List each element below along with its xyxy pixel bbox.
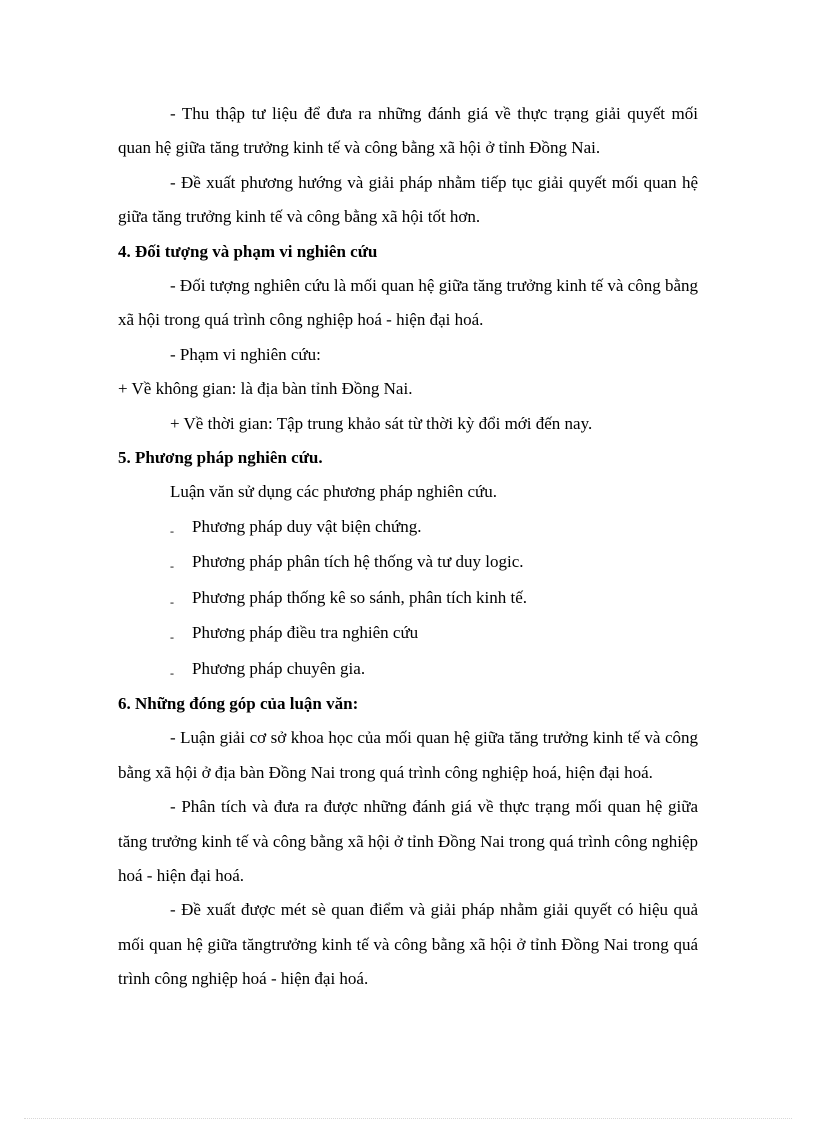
section-4-object-paragraph: - Đối tượng nghiên cứu là mối quan hệ giữa tăng trưởng kinh tế và công bằng xã hội trong quá trình công nghiệp hoá - hiện đại hoá. [118,276,698,330]
section-6-paragraph-1: - Luận giải cơ sở khoa học của mối quan hệ giữa tăng trưởng kinh tế và công bằng xã hội ở địa bàn Đồng Nai trong quá trình công nghiệp hoá, hiện đại hoá. [118,728,698,782]
list-item [118,652,698,687]
method-text: Phương pháp điều tra nghiên cứu [192,623,419,643]
bullet-dash-icon: - [170,523,174,538]
bullet-dash-icon: - [170,559,174,574]
section-4-scope-space: + Về không gian: là địa bàn tỉnh Đồng Nai. [118,379,413,399]
section-6-paragraph-2: - Phân tích và đưa ra được những đánh giá về thực trạng mối quan hệ giữa tăng trưởng kinh tế và công bằng xã hội ở tỉnh Đồng Nai trong quá trình công nghiệp hoá - hiện đại hoá. [118,797,698,885]
list-item [118,545,698,580]
list-item [118,581,698,616]
method-text: Phương pháp chuyên gia. [192,658,366,678]
method-text: Phương pháp thống kê so sánh, phân tích kinh tế. [192,587,528,607]
section-5-heading: 5. Phương pháp nghiên cứu. [118,448,323,468]
bullet-dash-icon: - [170,594,174,609]
methods-list [118,510,698,687]
method-text: Phương pháp duy vật biện chứng. [192,516,422,536]
document-page [118,97,698,997]
bullet-dash-icon: - [170,665,174,680]
list-item [118,510,698,545]
section-4-scope-time: + Về thời gian: Tập trung khảo sát từ thời kỳ đổi mới đến nay. [170,413,593,433]
section-6-heading: 6. Những đóng góp của luận văn: [118,693,359,713]
intro-paragraph-2: - Đề xuất phương hướng và giải pháp nhằm tiếp tục giải quyết mối quan hệ giữa tăng trưởng kinh tế và công bằng xã hội tốt hơn. [118,172,698,227]
section-4-scope-label: - Phạm vi nghiên cứu: [170,344,321,364]
section-4-heading: 4. Đối tượng và phạm vi nghiên cứu [118,241,378,261]
bullet-dash-icon: - [170,630,174,645]
list-item [118,616,698,651]
intro-paragraph-1: - Thu thập tư liệu để đưa ra những đánh giá về thực trạng giải quyết mối quan hệ giữa tăng trưởng kinh tế và công bằng xã hội ở tỉnh Đồng Nai. [118,104,698,158]
section-6-paragraph-3: - Đề xuất được mét sè quan điểm và giải pháp nhằm giải quyết có hiệu quả mối quan hệ giữa tăngtrưởng kinh tế và công bằng xã hội ở tỉnh Đồng Nai trong quá trình công nghiệp hoá - hiện đại hoá. [118,900,698,989]
section-5-intro: Luận văn sử dụng các phương pháp nghiên cứu. [170,482,497,502]
page-bottom-divider [24,1118,792,1119]
method-text: Phương pháp phân tích hệ thống và tư duy logic. [192,552,524,572]
